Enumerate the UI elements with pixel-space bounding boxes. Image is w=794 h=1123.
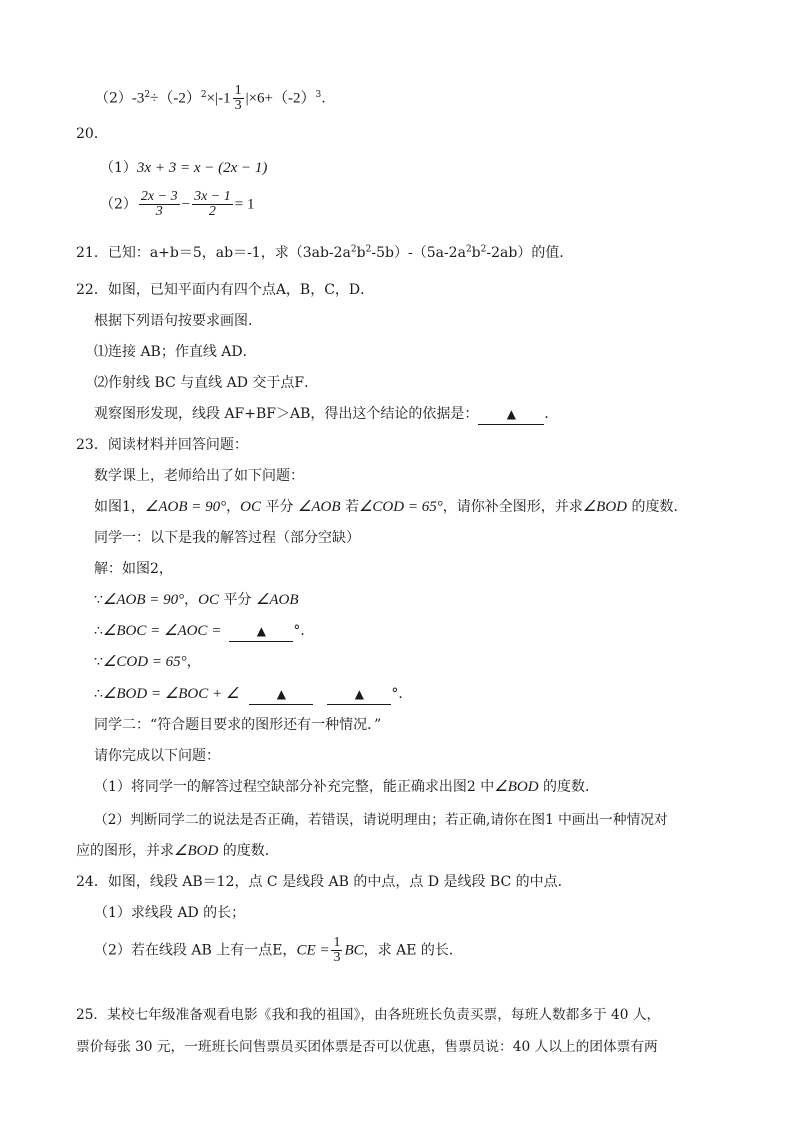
fraction-one-third: $\frac{1}{3}$	[234, 83, 242, 113]
q20-part1: （1）3x + 3 = x − (2x − 1)	[100, 160, 268, 176]
q23-line4: 解：如图2，	[94, 561, 173, 577]
q25-line2: 票价每张 30 元，一班班长问售票员买团体票是否可以优惠，售票员说：40 人以上的团体票有两	[76, 1039, 658, 1055]
q23-line2: 如图1，∠AOB = 90°，OC 平分 ∠AOB 若∠COD = 65°，请你补全图形，并求∠BOD 的度数．	[94, 499, 688, 515]
answer-blank: ▲	[229, 621, 293, 642]
q19-part2: $(2)-3^2\div(-2)^2\times|-1$ $\frac{1}{3}$ $|\times 6+(-2)^3$.	[95, 83, 326, 113]
q23-line6: ∴∠BOC = ∠AOC = ▲ °．	[94, 621, 314, 642]
answer-blank: ▲	[249, 684, 313, 705]
q24-part1: （1）求线段 AD 的长；	[94, 905, 246, 921]
q23-line9: 同学二：“符合题目要求的图形还有一种情况．”	[94, 717, 382, 733]
q20-number: 20．	[76, 126, 108, 142]
answer-blank: ▲	[478, 404, 544, 425]
q23-line1: 数学课上，老师给出了如下问题：	[94, 468, 304, 484]
q21-text: 21．已知：a+b＝5，ab＝-1，求$(3ab-2a^2b^2-5b)-(5a-2a^2b^2-2ab)$的值．	[76, 244, 574, 261]
q23-line7: ∵∠COD = 65°，	[94, 654, 201, 670]
q23-line12: （2）判断同学二的说法是否正确，若错误，请说明理由；若正确,请你在图1 中画出一种情况对	[94, 812, 668, 828]
fraction-2x-3-over-3: $\frac{2x - 3}{3}$	[140, 189, 178, 219]
q24-part2: （2）若在线段 AB 上有一点E，CE = $\frac{1}{3}$ BC，求 AE 的长．	[94, 935, 463, 965]
q23-line13: 应的图形，并求∠BOD 的度数．	[76, 843, 279, 859]
q23-title: 23．阅读材料并回答问题：	[76, 437, 248, 453]
q25-line1: 25．某校七年级准备观看电影《我和我的祖国》，由各班班长负责买票，每班人数都多于 40 人，	[76, 1007, 661, 1023]
answer-blank: ▲	[327, 684, 391, 705]
q23-line5: ∵∠AOB = 90°，OC 平分 ∠AOB	[94, 592, 299, 608]
q23-line11: （1）将同学一的解答过程空缺部分补充完整，能正确求出图2 中∠BOD 的度数．	[94, 779, 599, 795]
q23-line3: 同学一：以下是我的解答过程（部分空缺）	[94, 530, 360, 546]
q23-line8: ∴∠BOD = ∠BOC + ∠ ▲ ▲ °．	[94, 684, 412, 705]
fraction-one-third: $\frac{1}{3}$	[333, 935, 341, 965]
q22-intro: 根据下列语句按要求画图．	[94, 313, 262, 329]
q22-item2: ⑵作射线 BC 与直线 AD 交于点F．	[94, 375, 319, 391]
q23-line10: 请你完成以下问题：	[94, 748, 220, 764]
q22-item1: ⑴连接 AB；作直线 AD．	[94, 344, 257, 360]
q24-title: 24．如图，线段 AB＝12，点 C 是线段 AB 的中点，点 D 是线段 BC 的中点．	[76, 874, 572, 890]
fraction-3x-1-over-2: $\frac{3x - 1}{2}$	[194, 189, 231, 219]
q22-title: 22．如图，已知平面内有四个点A，B，C，D．	[76, 282, 375, 298]
q20-part2: （2） $\frac{2x - 3}{3}$ − $\frac{3x - 1}{2}$ = 1	[100, 189, 255, 219]
q22-observation: 观察图形发现，线段 AF+BF＞AB，得出这个结论的依据是： ▲ ．	[94, 404, 558, 425]
